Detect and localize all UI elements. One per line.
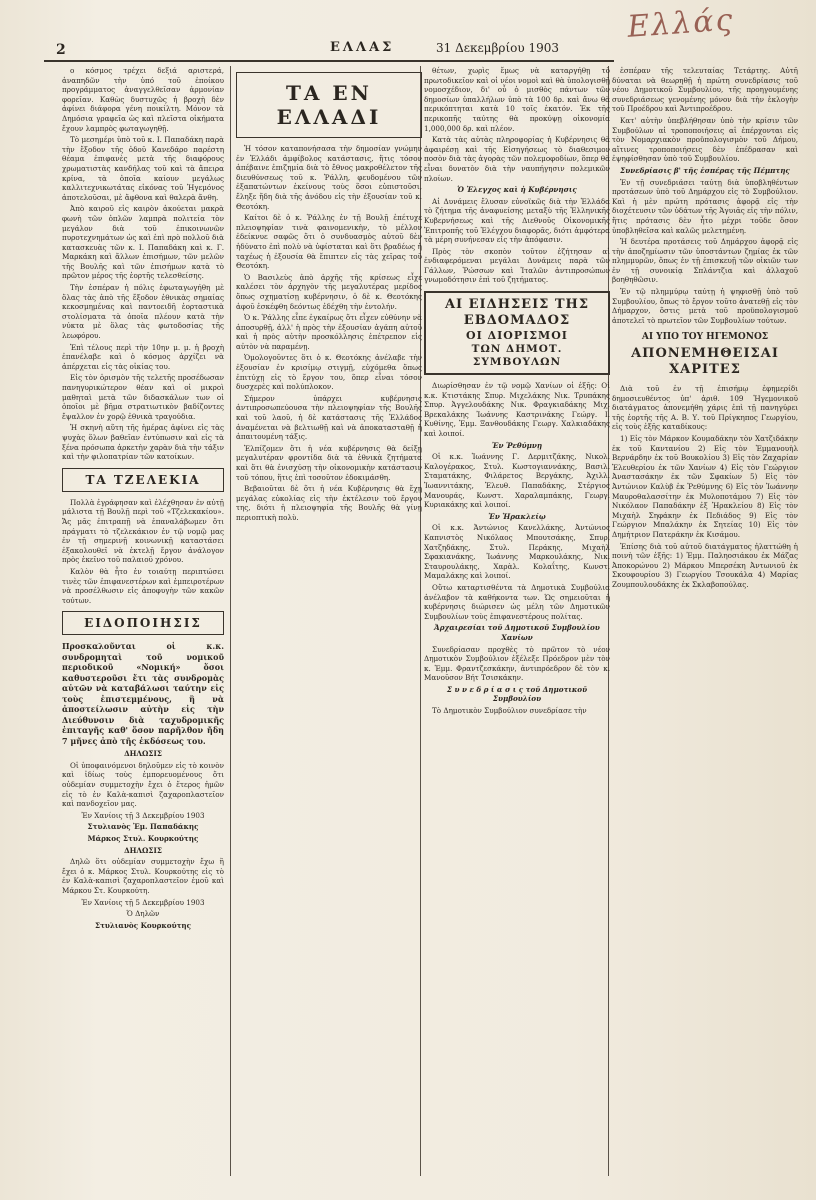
appointments-title: ΟΙ ΔΙΟΡΙΣΜΟΙ [466, 329, 568, 343]
article-paragraph: Ὁμολογοῦντες ὅτι ὁ κ. Θεοτόκης ἀνέλαβε τὴν ἐξουσίαν ἐν κρισίμῳ στιγμῇ, εὐχόμεθα ὅπως ἐπιτύχῃ εἰς τὸ ἔργον του, ὅπερ εἶναι τόσον δυσχερὲς καὶ πολύπλοκον. [236, 353, 422, 392]
article-paragraph: Οἱ κ.κ. Ἀντώνιος Κανελλάκης, Ἀντώνιος Καπνιστὸς Νικόλαος Μπουτσάκης, Σπυρ. Χατζηδάκης, Στυλ. Περάκης, Μιχαὴλ Σφακιανάκης, Ἰωάννης Μαρκουλάκης, Νικ. Σταυρουλάκης, Χαρὰλ. Κολαΐτης, Κωνστ. Μαμαλάκης καὶ λοιποί. [424, 523, 610, 581]
article-paragraph: Ἐπὶ τέλους περὶ τὴν 10ην μ. μ. ἡ βροχὴ ἐπανέλαβε καὶ ὁ κόσμος ἀρχίζει νὰ ἀπέρχεται εἰς τὰς οἰκίας του. [62, 342, 224, 371]
page-header [44, 36, 614, 62]
newspaper-title: ΕΛΛΑΣ [330, 40, 395, 55]
column-4 [612, 66, 798, 592]
handwritten-stamp: Ελλάς [626, 2, 736, 45]
article-paragraph: Ὁ Βασιλεὺς ἀπὸ ἀρχῆς τῆς κρίσεως εἶχε καλέσει τὸν ἀρχηγὸν τῆς μεγαλυτέρας μερίδος ὅπως σχηματίσῃ κυβέρνησιν, ὁ δὲ κ. Θεοτόκης ἀφοῦ ἐσκέφθη δεόντως ἐδέχθη τὴν ἐντολήν. [236, 272, 422, 311]
article-paragraph: Βεβαιοῦται δὲ ὅτι ἡ νέα Κυβέρνησις θὰ ἔχῃ μεγάλας εὐκολίας εἰς τὴν ἐκτέλεσιν τοῦ ἔργου της, διότι ἡ πλειοψηφία τῆς Βουλῆς θὰ γίνῃ περιοπτικὴ πολὺ. [236, 484, 422, 522]
article-paragraph: Πολλὰ ἐγράφησαν καὶ ἐλέχθησαν ἐν αὐτῇ μάλιστα τῇ Βουλῇ περὶ τοῦ «Τζελεκακίου». Ἄς μᾶς ἐπιτραπῇ νὰ ἐπαναλάβωμεν ὅτι πράγματι τὸ τζελεκάκιον ἐν τῷ νομῷ μας ἐν τῇ σημερινῇ κοινωνικῇ καταστάσει ἐξακολουθεῖ νὰ ἐκτελῇ ἔργον ἀνάλογον πρὸς ἐκεῖνο τοῦ παλαιοῦ χρόνου. [62, 497, 224, 565]
article-paragraph: Ὁ κ. Ῥάλλης εἶπε ἐγκαίρως ὅτι εἶχεν εὐθύνην νὰ ἀποσυρθῇ, ἀλλ' ἡ πρὸς τὴν ἐξουσίαν ἀγάπη αὐτοῦ καὶ ἡ πρὸς αὐτὴν προσκόλλησις ἐπέτρεπον εἰς αὐτὸν νὰ παραμένῃ. [236, 313, 422, 351]
article-paragraph: Κατ' αὐτὴν ὑπεβλήθησαν ὑπὸ τὴν κρίσιν τῶν Συμβούλων αἱ τροποποιήσεις αἱ ἐπέρχονται εἰς τὸν Νομαρχιακὸν προϋπολογισμὸν τοῦ Δήμου, αἵτινες τροποποιήσεις δὲν ἐπέδρασαν καὶ ἐψηφίσθησαν ὑπὸ τοῦ Συμβουλίου. [612, 115, 798, 164]
article-paragraph: Αἱ Δυνάμεις ἔλυσαν εὐνοϊκῶς διὰ τὴν Ἑλλάδα τὸ ζήτημα τῆς ἀναφυείσης μεταξὺ τῆς Ἑλληνικῆς Κυβερνήσεως καὶ τῆς Διεθνοῦς Οἰκονομικῆς Ἐπιτροπῆς τοῦ Ἐλέγχου διαφορᾶς, διότι ἀμφότερα τὰ μέρη συνήνεσαν εἰς τὴν ἀπόφασιν. [424, 196, 610, 245]
article-paragraph: Οὕτω καταρτισθέντα τὰ Δημοτικὰ Συμβούλια ἀνέλαβον τὰ καθήκοντα των. Ὡς σημειοῦται ἡ κυβέρνησις διώρισεν ὡς μέλη τῶν Δημοτικῶν Συμβουλίων τοὺς ἐπιφανεστέρους πολίτας. [424, 582, 610, 621]
declaration-title: ΔΗΛΩΣΙΣ [124, 845, 162, 855]
municipal-councillors-title: ΤΩΝ ΔΗΜΟΤ. ΣΥΜΒΟΥΛΩΝ [471, 343, 563, 369]
article-paragraph: Καίτοι δὲ ὁ κ. Ῥάλλης ἐν τῇ Βουλῇ ἐπέτυχε πλειοψηφίαν τινὰ φαινομενικὴν, τὸ μέλλον ἐδείκνυε σαφῶς ὅτι ὁ συνδυασμὸς αὐτοῦ δὲν ἠδύνατο ἐπὶ πολὺ νὰ ὑφίσταται καὶ ὅτι βραδέως ἡ ταχέως ἡ ἐξουσία θὰ ἔπιπτεν εἰς τὰς χεῖρας τοῦ Θεοτόκη. [236, 213, 422, 271]
article-paragraph: Κατὰ τὰς αὐτὰς πληροφορίας ἡ Κυβέρνησις θὰ ἀφαιρέσῃ καὶ τῆς Εἰσηγήσεως τὸ διαθεσιμον ποσὸν διὰ τὰς ἀγορὰς τῶν πολεμοφοδίων, ὅπερ θὰ εἶναι δυνατὸν διὰ τὴν ναυπήγησιν πολεμικῶν πλοίων. [424, 135, 610, 183]
article-paragraph: ο κόσμος τρέχει δεξιά αριστερά, ἀναπηδῶν τὴν ὑπό τοῦ ἐποίκου προγράμματος ἀναγγελθεῖσαν ἀρμονίαν φορεῖαν. Καθὼς δυστυχῶς ἡ βροχὴ δὲν ἀφίνει διάφορα γένη ποικίλτη. Μόνον τὰ Δημόσια γραφεῖα ὡς καὶ πλεῖστα οἰκήματα ἔχουν λαμπρὸς φωταγωγηθῇ. [62, 66, 224, 133]
weekly-news-title: ΑΙ ΕΙΔΗΣΕΙΣ ΤΗΣ ΕΒΔΟΜΑΔΟΣ [444, 297, 590, 329]
declaration-signature: Στυλιανὸς Κουρκούτης [94, 920, 192, 930]
page-number: 2 [56, 42, 66, 58]
column-rule [230, 66, 231, 1176]
article-paragraph: ἑσπέραν τῆς τελευταίας Τετάρτης. Αὐτῆ δύναται νὰ θεωρηθῇ ἡ πρώτη συνεδρίασις τοῦ νέου Δημοτικοῦ Συμβουλίου, τῆς προηγουμένης συνεδριάσεως γενομένης μόνον διὰ τὴν ἐκλογὴν τοῦ Προέδρου καὶ Ἀντιπροέδρου. [612, 66, 798, 114]
notice-text: Προσκαλοῦνται οἱ κ.κ. συνδρομηταὶ τοῦ νομικοῦ περιοδικοῦ «Νομική» ὅσοι καθυστεροῦσι ἔτι τὰς συνδρομὰς αὐτῶν νὰ καταβάλωσι ταύτην εἰς τοὺς ἐπιστεμμένους, ἢ νὰ ἀποστείλωσιν αὐτὴν εἰς τὴν Διεύθυνσιν διὰ ταχυδρομικῆς ἐπιταγῆς καθ' ὅσον παρῆλθον ἤδη 7 μῆνες ἀπὸ τῆς ἐκδόσεως του. [62, 641, 224, 746]
article-subheading: Ὁ Ἐλεγχος καὶ ἡ Κυβέρνησις [457, 185, 577, 195]
declaration-text: Δηλῶ ὅτι οὐδεμίαν συμμετοχὴν ἔχω ἢ ἔχει ὁ κ. Μάρκος Στυλ. Κουρκούτης εἰς τὸ ἐν Καλὰ-καπισὶ ζαχαροπλαστεῖον ἐμοῦ καὶ Μάρκου Στ. Κουρκούτη. [62, 857, 224, 895]
article-paragraph: Διωρίσθησαν ἐν τῷ νομῷ Χανίων οἱ ἑξῆς: Οἱ κ.κ. Κτιστάκης Σπυρ. Μιχελάκης Νικ. Τρυπάκης Σπυρ. Ἀγγελουδάκης Νικ. Φραγκιαδάκης Μιχ. Βρεκαλάκης Ἰωάννης Καστρινάκης Γεώργ. Ι. Κυθίνης, Ἐμμ. Ξανθουδάκης Γεωργ. Χαλκιαδάκης καὶ λοιποί. [424, 381, 610, 439]
section-title-tzelekia: ΤΑ ΤΖΕΛΕΚΙΑ [62, 468, 224, 492]
section-kicker: ΑΙ ΥΠΟ ΤΟΥ ΗΓΕΜΟΝΟΣ [641, 332, 769, 343]
weekly-news-box [424, 291, 610, 375]
declaration-title: ΔΗΛΩΣΙΣ [124, 749, 162, 759]
declaration-text: Οἱ ὑποφαινόμενοι δηλοῦμεν εἰς τὸ κοινὸν καὶ ἰδίως τοὺς ἐμπορευομένους ὅτι οὐδεμίαν συμμετοχὴν ἔχει ὁ ἕτερος ἡμῶν εἰς τὸ ἐν Καλὰ-καπισὶ ζαχαροπλαστεῖον καὶ πανδοχεῖον μας. [62, 760, 224, 809]
article-paragraph: Σήμερον ὑπάρχει κυβέρνησις ἀντιπροσωπεύουσα τὴν πλειοψηφίαν τῆς Βουλῆς καὶ τοῦ λαοῦ, ἡ δὲ κατάστασις τῆς Ἑλλάδος ἀναμένεται νὰ βελτιωθῇ καὶ νὰ ἀποκατασταθῇ ἡ ἀπαιτουμένη τάξις. [236, 393, 422, 442]
article-paragraph: Τὴν ἑσπέραν ἡ πόλις ἐφωταγωγήθη μὲ ὅλας τὰς ἀπὸ τῆς ἔξοδον ἐθνικὰς σημαίας κεκοσμημένας καὶ παντοειδῆ ἑορταστικὰ στολίσματα τὰ ὁποῖα πλέουν κατὰ τὴν νύκτα μὲ ὅλας τὰς φωτοδοσίας τῆς λεωφόρου. [62, 283, 224, 341]
column-1 [62, 66, 224, 932]
article-paragraph: Συνεδρίασαν προχθὲς τὸ πρῶτον τὸ νέον Δημοτικὸν Συμβούλιον ἐξέλεξε Πρόεδρον μὲν τὸν κ. Ἐμμ. Φραντζεσκάκην, ἀντιπρόεδρον δὲ τὸν κ. Μανοῦσον Βήτ Τσισκάκην. [424, 644, 610, 683]
article-subheading: Ἀρχαιρεσίαι τοῦ Δημοτικοῦ Συμβουλίου Χανίων [434, 623, 600, 642]
column-2 [236, 66, 422, 525]
declaration-signature: Στυλιανὸς Ἐμ. Παπαδάκης [87, 822, 199, 832]
article-paragraph: Ἡ τόσον καταπονήσασα τὴν δημοσίαν γνώμην ἐν Ἑλλάδι ἀμφίβολος κατάστασις, ἥτις τόσον ἀπέβαινε ἐπιζημία διὰ τὸ ἔθνος μακροθέλετον τῆς διευθύνσεως τοῦ κ. Ῥάλλη, φευδομένου τῶν ἐξαπατώντων ἐκείνους τοὺς ὅσοι εὐπιστοῦσι, ἔληξε ἤδη διὰ τῆς ἀνόδου εἰς τὴν ἐξουσίαν τοῦ κ. Θεοτόκη. [236, 144, 422, 211]
article-paragraph: Ἐπίσης διὰ τοῦ αὐτοῦ διατάγματος ἠλαττώθη ἡ ποινὴ τῶν ἑξῆς: 1) Ἐμμ. Παληοσιάκου ἐκ Μάζας Ἀποκορώνου 2) Μάρκου Μπερσέκη Ἀντωνιοῦ ἐκ Σκουφουρίου 3) Γεωργίου Τσουκάλα 4) Μαρίας Ζουμπουλουδάκης ἐκ Σκλαβοπούλας. [612, 541, 798, 589]
article-title-ta-en-elladi: ΤΑ ΕΝ ΕΛΛΑΔΙ [236, 72, 422, 138]
notice-title: ΕΙΔΟΠΟΙΗΣΙΣ [62, 611, 224, 635]
article-paragraph: Τὸ μεσημέρι ὑπὸ τοῦ κ. Ι. Παπαδάκη παρὰ τὴν ἔξοδον τῆς ὁδοῦ Κανεδάρο παρέστη θέαμα ἐπιφανὲς μετὰ τῆς διαφόρους χρωματιστὰς κανδήλας τοῦ καὶ τὰ ἄπειρα κρίνα, τὰ ὁποῖα καίουν μεγάλως καλλιτεχνικωτάτας εἰκόνας τοῦ Ἡγεμόνος ἀποτελοῦσαι, μὲ ἄφθονα καὶ θαλερὰ ἄνθη. [62, 135, 224, 202]
article-paragraph: Διὰ τοῦ ἐν τῇ ἐπισήμῳ ἐφημερίδι δημοσιευθέντος ὑπ' ἀριθ. 109 Ἡγεμονικοῦ διατάγματος ἀπονεμήθη χάρις ἐπὶ τῇ πανηγύρει τῆς ἑορτῆς τῆς Α. Β. Υ. τοῦ Πρίγκηπος Γεωργίου, εἰς τοὺς ἑξῆς καταδίκους: [612, 384, 798, 432]
declaration-place-date: Ἐν Χανίοις τῇ 5 Δεκεμβρίου 1903 [81, 897, 205, 907]
article-paragraph: Καλὸν θὰ ἦτο ἐν τοιαύτῃ περιπτώσει τινὲς τῶν ἐπιφανεστέρων καὶ ἐμπειροτέρων νὰ προσέλθωσιν εἰς ἀποφυγὴν τῶν κακῶν τούτων. [62, 566, 224, 605]
article-paragraph: θέτων, χωρὶς ἔμως νὰ καταργήθῃ τὸ πρωτοδικεῖον καὶ οἱ νέοι νομοὶ καὶ θὰ ὑπολογισθῇ νομοσχέδιον, δι' οὗ ὁ μισθὸς πάντων τῶν δημοσίων ὑπαλλήλων ὑπὸ τὰ 100 δρ. καὶ ἄνω θὰ περικόπτηται κατὰ 10 τοῖς ἑκατόν. Ἐκ τῆς περικοπῆς ταύτης θὰ προκύψῃ οἰκονομία 1,000,000 δρ. καὶ πλέον. [424, 66, 610, 133]
declaration-signature-label: Ὁ Δηλῶν [126, 909, 160, 919]
column-3 [424, 66, 610, 718]
article-paragraph: Ἡ σκηνὴ αὕτη τῆς ἡμέρας ἀφίνει εἰς τὰς ψυχὰς ὅλων βαθεῖαν ἐντύπωσιν καὶ εἰς τὰ ξένα πρόσωπα ἀρκετὴν χαρὰν διὰ τὴν τάξιν καὶ τὴν φιλοπατρίαν τῶν κατοίκων. [62, 423, 224, 462]
article-subheading: Ἐν Ἡρακλείῳ [488, 511, 546, 521]
article-paragraph: Ἐν τῇ συνεδριάσει ταύτῃ διὰ ὑποβληθέντων προτάσεων ὑπὸ τοῦ Δημάρχου εἰς τὸ Συμβούλιον. Καὶ ἡ μὲν πρώτη πρότασις ἀφορᾷ εἰς τὴν διοχέτευσιν τῶν ὑδάτων τῆς Ἀγυιᾶς εἰς τὴν πόλιν, ἥτις πρότασις δὲν ἦτο μέχρι τοῦδε ὅσον ὑποβληθεῖσα καὶ καλῶς μελετημένη. [612, 177, 798, 235]
article-paragraph: Οἱ κ.κ. Ἰωάννης Γ. Δερμιτζάκης, Νικολ. Καλογέρακος, Στυλ. Κωστογιαννάκης, Βασιλ. Σταματάκης, Φιλάρετος Βεργάκης, Ἀχιλλ. Ἰωαννιτάκης, Ἐλευθ. Παπαδάκης, Στέργιος Μανουράς, Κωνστ. Χαραλαμπάκης, Γεωργ. Κυριακάκης καὶ λοιποί. [424, 452, 610, 510]
article-subheading: Συνεδρίασις β' τῆς ἑσπέρας τῆς Πέμπτης [620, 165, 790, 175]
article-paragraph: Ἡ δευτέρα προτάσεις τοῦ Δημάρχου ἀφορᾷ εἰς τὴν ἀποζημίωσιν τῶν ὑποστάντων ζημίας ἐκ τῶν πλημμυρῶν, ὅπως ἐν τῇ ἐπισκευῇ τῶν οἰκιῶν των ἐν τῇ συνοικίᾳ Σπλάντζια καὶ ἀλλαχοῦ βοηθηθῶσιν. [612, 237, 798, 285]
article-paragraph: Ἀπὸ καιροῦ εἰς καιρὸν ἀκούεται μακρὰ φωνὴ τῶν ὁπλῶν λαμπρὰ πολιτεία τὸν μεγάλον διὰ τοῦ ἐπικοινωνῶν πυροτεχνημάτων ὡς καὶ ἐπὶ πρὸ πολλοῦ διὰ κατασκευὰς τῶν κ. Ι. Παπαδάκη καὶ κ. Γ. Μαρκάκη καὶ ἄλλων ἐπισήμων, τῶν μελῶν τῆς Βουλῆς καὶ τῶν ἐπισήμων κατὰ τὸ πρῶτον μέρος τῆς ἑορτῆς τελεσθείσης. [62, 204, 224, 281]
declaration-signature: Μάρκος Στυλ. Κουρκούτης [87, 834, 199, 844]
issue-date: 31 Δεκεμβρίου 1903 [436, 41, 560, 55]
article-paragraph: Τὸ Δημοτικὸν Συμβούλιον συνεδρίασε τὴν [432, 706, 587, 716]
article-paragraph: Εἰς τὸν ὁρισμὸν τῆς τελετῆς προσέδωσαν πανηγυρικώτερον θέαν καὶ οἱ μικροὶ μαθηταὶ μετὰ τῶν διδασκάλων των οἱ ὁποῖοι μὲ βῆμα στρατιωτικὸν βαδίζοντες ἔψαλλον ἐν χορῷ ἐθνικὰ τραγούδια. [62, 373, 224, 421]
article-paragraph: Ἐλπίζομεν ὅτι ἡ νέα κυβέρνησις θὰ δείξῃ μεγαλυτέραν φροντίδα διὰ τὰ ἐθνικὰ ζητήματα καὶ ὅτι θὰ ἐνισχύσῃ τὴν οἰκονομικὴν κατάστασιν τοῦ τόπου, ἥτις ἐπὶ τοσοῦτον ἐδοκιμάσθη. [236, 443, 422, 482]
article-subheading: Σ υ ν ε δ ρ ί α σ ι ς τοῦ Δημοτικοῦ Συμβουλίου [446, 684, 588, 704]
article-subheading: Ἐν Ῥεθύμνῃ [491, 440, 543, 450]
article-paragraph: Πρὸς τὸν σκοπὸν τοῦτον ἐζήτησαν αἱ ἐνδιαφερόμεναι μεγάλαι Δυνάμεις παρὰ τῶν Γάλλων, Ῥώσσων καὶ Ἰταλῶν ἀντιπροσώπων γνωμοδότησιν ἐπὶ τοῦ ζητήματος. [424, 246, 610, 285]
article-paragraph: 1) Εἰς τὸν Μάρκον Κουμαδάκην τὸν Χατζιδάκην ἐκ τοῦ Καντανίου 2) Εἰς τὸν Ἐμμανουὴλ Βερνάρδην ἐκ τοῦ Βουκολίου 3) Εἰς τὸν Ζαχαρίαν Ἐλευθερίου ἐκ τῶν Χανίων 4) Εἰς τὸν Γεώργιον Ἀναστασάκην ἐκ τῶν Σφακίων 5) Εἰς τὸν Ἀντώνιον Καλὺβ ἐκ Ῥεθύμνης 6) Εἰς τὸν Ἰωάννην Μαυροθαλασσίτην ἐκ Μυλοποτάμου 7) Εἰς τὸν Νικόλαον Παπαδάκην ἐξ Ἡρακλείου 8) Εἰς τὸν Μιχαὴλ Σηφάκην ἐκ Πεδιάδος 9) Εἰς τὸν Γεώργιον Μπαλάκην ἐκ Σητείας 10) Εἰς τὸν Δημήτριον Πατεράκην ἐκ Κισάμου. [612, 434, 798, 539]
declaration-place-date: Ἐν Χανίοις τῇ 3 Δεκεμβρίου 1903 [81, 810, 205, 820]
article-paragraph: Ἐν τῷ πλημμύρῳ ταύτῃ ἡ ψηφισθῇ ὑπὸ τοῦ Συμβουλίου, ὅπως τὸ ἔργον τοῦτο ἀνατεθῇ εἰς τὸν Δήμαρχον, ὅστις μετὰ τοῦ προϋπολογισμοῦ ἀποτελεῖ τὸ πρωτεῖον τῶν Συμβουλίων τούτων. [612, 287, 798, 325]
section-title-pardons: ΑΠΟΝΕΜΗΘΕΙΣΑΙ ΧΑΡΙΤΕΣ [631, 346, 779, 378]
